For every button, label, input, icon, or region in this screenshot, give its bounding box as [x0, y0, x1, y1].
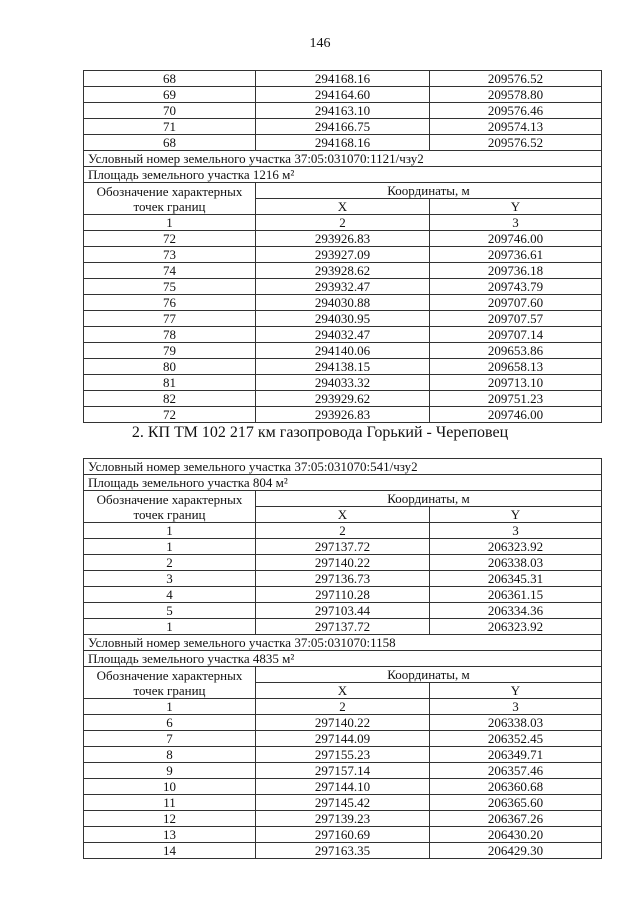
table-row [84, 343, 602, 359]
point-id: 13 [84, 827, 256, 843]
table-row [84, 279, 602, 295]
point-id: 3 [84, 571, 256, 587]
x-coordinate: 297140.22 [256, 715, 430, 731]
x-coordinate: 293926.83 [256, 231, 430, 247]
x-coordinate: 297139.23 [256, 811, 430, 827]
header-x: X [256, 199, 430, 215]
x-coordinate: 294030.88 [256, 295, 430, 311]
x-coordinate: 294164.60 [256, 87, 430, 103]
x-coordinate: 297136.73 [256, 571, 430, 587]
point-id: 70 [84, 103, 256, 119]
point-id: 72 [84, 231, 256, 247]
header-coordinates: Координаты, м [256, 667, 602, 683]
x-coordinate: 294138.15 [256, 359, 430, 375]
x-coordinate: 297155.23 [256, 747, 430, 763]
point-id: 78 [84, 327, 256, 343]
header-points: Обозначение характерных точек границ [84, 667, 256, 699]
x-coordinate: 293926.83 [256, 407, 430, 423]
x-coordinate: 294168.16 [256, 135, 430, 151]
x-coordinate: 293928.62 [256, 263, 430, 279]
table-row [84, 135, 602, 151]
y-coordinate: 209707.57 [430, 311, 602, 327]
table-row [84, 71, 602, 87]
header-points: Обозначение характерных точек границ [84, 491, 256, 523]
table-row [84, 311, 602, 327]
continued-rows [84, 71, 602, 151]
table-row [84, 539, 602, 555]
column-number: 1 [84, 699, 256, 715]
point-id: 79 [84, 343, 256, 359]
point-id: 72 [84, 407, 256, 423]
table-row [84, 87, 602, 103]
header-x: X [256, 683, 430, 699]
y-coordinate: 206334.36 [430, 603, 602, 619]
table-row [84, 407, 602, 423]
column-number: 3 [430, 215, 602, 231]
x-coordinate: 294166.75 [256, 119, 430, 135]
table-row [84, 779, 602, 795]
point-id: 6 [84, 715, 256, 731]
table-row [84, 247, 602, 263]
parcel-area: Площадь земельного участка 4835 м² [84, 651, 602, 667]
table-row [84, 571, 602, 587]
column-number: 2 [256, 523, 430, 539]
table-row [84, 587, 602, 603]
column-number: 3 [430, 699, 602, 715]
y-coordinate: 209653.86 [430, 343, 602, 359]
point-id: 7 [84, 731, 256, 747]
coordinates-table-1 [83, 70, 602, 423]
parcel-area: Площадь земельного участка 1216 м² [84, 167, 602, 183]
y-coordinate: 209743.79 [430, 279, 602, 295]
x-coordinate: 297144.10 [256, 779, 430, 795]
point-id: 74 [84, 263, 256, 279]
point-id: 5 [84, 603, 256, 619]
y-coordinate: 209751.23 [430, 391, 602, 407]
x-coordinate: 297140.22 [256, 555, 430, 571]
parcel-number: Условный номер земельного участка 37:05:031070:541/чзу2 [84, 459, 602, 475]
point-id: 11 [84, 795, 256, 811]
table-row [84, 715, 602, 731]
table-row [84, 391, 602, 407]
y-coordinate: 206352.45 [430, 731, 602, 747]
point-id: 4 [84, 587, 256, 603]
point-id: 1 [84, 619, 256, 635]
point-id: 81 [84, 375, 256, 391]
y-coordinate: 206430.20 [430, 827, 602, 843]
y-coordinate: 209576.52 [430, 71, 602, 87]
y-coordinate: 206429.30 [430, 843, 602, 859]
parcel-1121 [84, 151, 602, 423]
header-y: Y [430, 683, 602, 699]
x-coordinate: 293932.47 [256, 279, 430, 295]
point-id: 2 [84, 555, 256, 571]
table-row [84, 811, 602, 827]
point-id: 80 [84, 359, 256, 375]
x-coordinate: 297144.09 [256, 731, 430, 747]
parcel-number: Условный номер земельного участка 37:05:031070:1121/чзу2 [84, 151, 602, 167]
y-coordinate: 209578.80 [430, 87, 602, 103]
table-row [84, 603, 602, 619]
x-coordinate: 294168.16 [256, 71, 430, 87]
y-coordinate: 206357.46 [430, 763, 602, 779]
x-coordinate: 293927.09 [256, 247, 430, 263]
y-coordinate: 209736.18 [430, 263, 602, 279]
parcel-1158 [84, 635, 602, 859]
x-coordinate: 297163.35 [256, 843, 430, 859]
point-id: 75 [84, 279, 256, 295]
y-coordinate: 209707.14 [430, 327, 602, 343]
y-coordinate: 206323.92 [430, 619, 602, 635]
y-coordinate: 206367.26 [430, 811, 602, 827]
table-row [84, 375, 602, 391]
table-row [84, 827, 602, 843]
column-number: 2 [256, 699, 430, 715]
header-x: X [256, 507, 430, 523]
point-id: 9 [84, 763, 256, 779]
x-coordinate: 297110.28 [256, 587, 430, 603]
table-row [84, 795, 602, 811]
parcel-541 [84, 459, 602, 635]
y-coordinate: 206338.03 [430, 715, 602, 731]
y-coordinate: 206365.60 [430, 795, 602, 811]
y-coordinate: 206349.71 [430, 747, 602, 763]
x-coordinate: 297137.72 [256, 619, 430, 635]
y-coordinate: 209713.10 [430, 375, 602, 391]
x-coordinate: 293929.62 [256, 391, 430, 407]
page-number: 146 [309, 36, 331, 51]
point-id: 68 [84, 135, 256, 151]
table-row [84, 327, 602, 343]
y-coordinate: 209658.13 [430, 359, 602, 375]
table-row [84, 619, 602, 635]
table-row [84, 359, 602, 375]
y-coordinate: 209576.46 [430, 103, 602, 119]
x-coordinate: 297160.69 [256, 827, 430, 843]
x-coordinate: 294030.95 [256, 311, 430, 327]
table-row [84, 747, 602, 763]
header-y: Y [430, 199, 602, 215]
point-id: 1 [84, 539, 256, 555]
point-id: 10 [84, 779, 256, 795]
point-id: 77 [84, 311, 256, 327]
point-id: 73 [84, 247, 256, 263]
table-row [84, 763, 602, 779]
table-row [84, 231, 602, 247]
y-coordinate: 209574.13 [430, 119, 602, 135]
point-id: 14 [84, 843, 256, 859]
parcel-area: Площадь земельного участка 804 м² [84, 475, 602, 491]
table-row [84, 731, 602, 747]
y-coordinate: 206323.92 [430, 539, 602, 555]
parcel-number: Условный номер земельного участка 37:05:031070:1158 [84, 635, 602, 651]
column-number: 1 [84, 215, 256, 231]
header-points: Обозначение характерных точек границ [84, 183, 256, 215]
y-coordinate: 209707.60 [430, 295, 602, 311]
coordinates-table-2 [83, 458, 602, 859]
y-coordinate: 206361.15 [430, 587, 602, 603]
point-id: 12 [84, 811, 256, 827]
column-number: 2 [256, 215, 430, 231]
point-id: 68 [84, 71, 256, 87]
point-id: 8 [84, 747, 256, 763]
y-coordinate: 209746.00 [430, 407, 602, 423]
header-coordinates: Координаты, м [256, 183, 602, 199]
table-row [84, 119, 602, 135]
y-coordinate: 206338.03 [430, 555, 602, 571]
section-title: 2. КП ТМ 102 217 км газопровода Горький - Череповец [131, 424, 509, 441]
header-y: Y [430, 507, 602, 523]
x-coordinate: 297145.42 [256, 795, 430, 811]
x-coordinate: 297157.14 [256, 763, 430, 779]
header-coordinates: Координаты, м [256, 491, 602, 507]
y-coordinate: 206345.31 [430, 571, 602, 587]
table-row [84, 263, 602, 279]
table-row [84, 843, 602, 859]
table-row [84, 295, 602, 311]
y-coordinate: 209736.61 [430, 247, 602, 263]
column-number: 1 [84, 523, 256, 539]
x-coordinate: 297103.44 [256, 603, 430, 619]
y-coordinate: 209576.52 [430, 135, 602, 151]
x-coordinate: 297137.72 [256, 539, 430, 555]
x-coordinate: 294033.32 [256, 375, 430, 391]
y-coordinate: 206360.68 [430, 779, 602, 795]
point-id: 71 [84, 119, 256, 135]
column-number: 3 [430, 523, 602, 539]
x-coordinate: 294140.06 [256, 343, 430, 359]
point-id: 82 [84, 391, 256, 407]
x-coordinate: 294032.47 [256, 327, 430, 343]
table-row [84, 103, 602, 119]
y-coordinate: 209746.00 [430, 231, 602, 247]
point-id: 69 [84, 87, 256, 103]
table-row [84, 555, 602, 571]
point-id: 76 [84, 295, 256, 311]
x-coordinate: 294163.10 [256, 103, 430, 119]
